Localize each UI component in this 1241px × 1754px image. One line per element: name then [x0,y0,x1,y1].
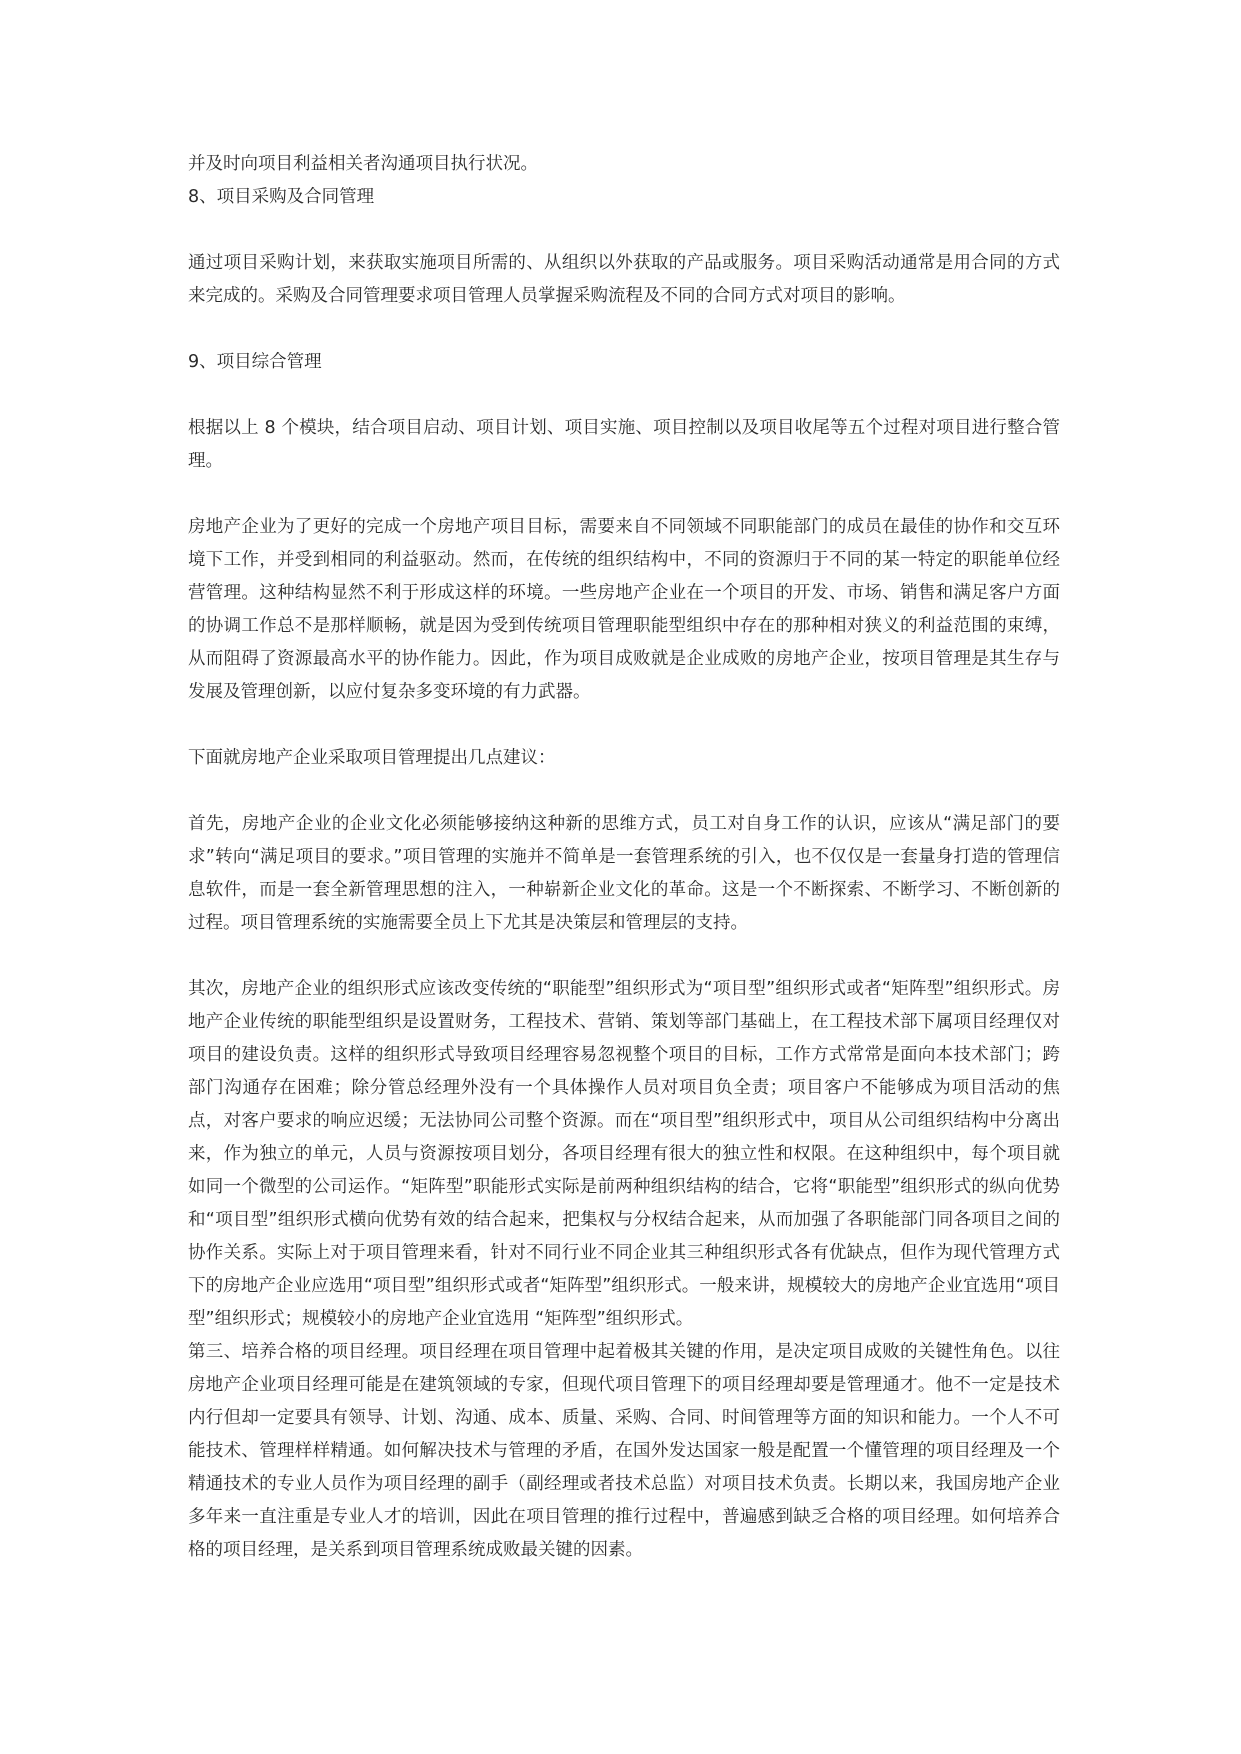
paragraph-real-estate-goal: 房地产企业为了更好的完成一个房地产项目目标，需要来自不同领域不同职能部门的成员在最佳的协作和交互环境下工作，并受到相同的利益驱动。然而，在传统的组织结构中，不同的资源归于不同的某一特定的职能单位经营管理。这种结构显然不利于形成这样的环境。一些房地产企业在一个项目的开发、市场、销售和满足客户方面的协调工作总不是那样顺畅，就是因为受到传统项目管理职能型组织中存在的那种相对狭义的利益范围的束缚，从而阻碍了资源最高水平的协作能力。因此，作为项目成败就是企业成败的房地产企业，按项目管理是其生存与发展及管理创新，以应付复杂多变环境的有力武器。 [188,517,1060,702]
paragraph-intro-tail: 并及时向项目利益相关者沟通项目执行状况。 [188,154,538,174]
heading-integration: 9、项目综合管理 [188,352,322,372]
paragraph-spacer [188,940,1060,973]
paragraph-first-culture: 首先，房地产企业的企业文化必须能够接纳这种新的思维方式，员工对自身工作的认识，应该从“满足部门的要求”转向“满足项目的要求。”项目管理的实施并不简单是一套管理系统的引入，也不仅仅是一套量身打造的管理信息软件，而是一套全新管理思想的注入，一种崭新企业文化的革命。这是一个不断探索、不断学习、不断创新的过程。项目管理系统的实施需要全员上下尤其是决策层和管理层的支持。 [188,814,1060,933]
paragraph-spacer [188,214,1060,247]
paragraph-second-organization: 其次，房地产企业的组织形式应该改变传统的“职能型”组织形式为“项目型”组织形式或者“矩阵型”组织形式。房地产企业传统的职能型组织是设置财务，工程技术、营销、策划等部门基础上，在工程技术部下属项目经理仅对项目的建设负责。这样的组织形式导致项目经理容易忽视整个项目的目标，工作方式常常是面向本技术部门；跨部门沟通存在困难；除分管总经理外没有一个具体操作人员对项目负全责；项目客户不能够成为项目活动的焦点，对客户要求的响应迟缓；无法协同公司整个资源。而在“项目型”组织形式中，项目从公司组织结构中分离出来，作为独立的单元，人员与资源按项目划分，各项目经理有很大的独立性和权限。在这种组织中，每个项目就如同一个微型的公司运作。“矩阵型”职能形式实际是前两种组织结构的结合，它将“职能型”组织形式的纵向优势和“项目型”组织形式横向优势有效的结合起来，把集权与分权结合起来，从而加强了各职能部门同各项目之间的协作关系。实际上对于项目管理来看，针对不同行业不同企业其三种组织形式各有优缺点，但作为现代管理方式下的房地产企业应选用“项目型”组织形式或者“矩阵型”组织形式。一般来讲，规模较大的房地产企业宜选用“项目型”组织形式；规模较小的房地产企业宜选用 “矩阵型”组织形式。 [188,979,1060,1329]
paragraph-third-project-manager: 第三、培养合格的项目经理。项目经理在项目管理中起着极其关键的作用，是决定项目成败的关键性角色。以往房地产企业项目经理可能是在建筑领域的专家，但现代项目管理下的项目经理却要是管理通才。他不一定是技术内行但却一定要具有领导、计划、沟通、成本、质量、采购、合同、时间管理等方面的知识和能力。一个人不可能技术、管理样样精通。如何解决技术与管理的矛盾，在国外发达国家一般是配置一个懂管理的项目经理及一个精通技术的专业人员作为项目经理的副手（副经理或者技术总监）对项目技术负责。长期以来，我国房地产企业多年来一直注重是专业人才的培训，因此在项目管理的推行过程中，普遍感到缺乏合格的项目经理。如何培养合格的项目经理，是关系到项目管理系统成败最关键的因素。 [188,1342,1060,1560]
paragraph-integration: 根据以上 8 个模块，结合项目启动、项目计划、项目实施、项目控制以及项目收尾等五个过程对项目进行整合管理。 [188,418,1060,471]
heading-procurement: 8、项目采购及合同管理 [188,187,375,207]
paragraph-spacer [188,775,1060,808]
document-body [188,148,1060,1567]
paragraph-spacer [188,313,1060,346]
paragraph-procurement: 通过项目采购计划，来获取实施项目所需的、从组织以外获取的产品或服务。项目采购活动通常是用合同的方式来完成的。采购及合同管理要求项目管理人员掌握采购流程及不同的合同方式对项目的影响。 [188,253,1060,306]
paragraph-suggestions-intro: 下面就房地产企业采取项目管理提出几点建议： [188,748,556,768]
paragraph-spacer [188,379,1060,412]
paragraph-spacer [188,478,1060,511]
paragraph-spacer [188,709,1060,742]
